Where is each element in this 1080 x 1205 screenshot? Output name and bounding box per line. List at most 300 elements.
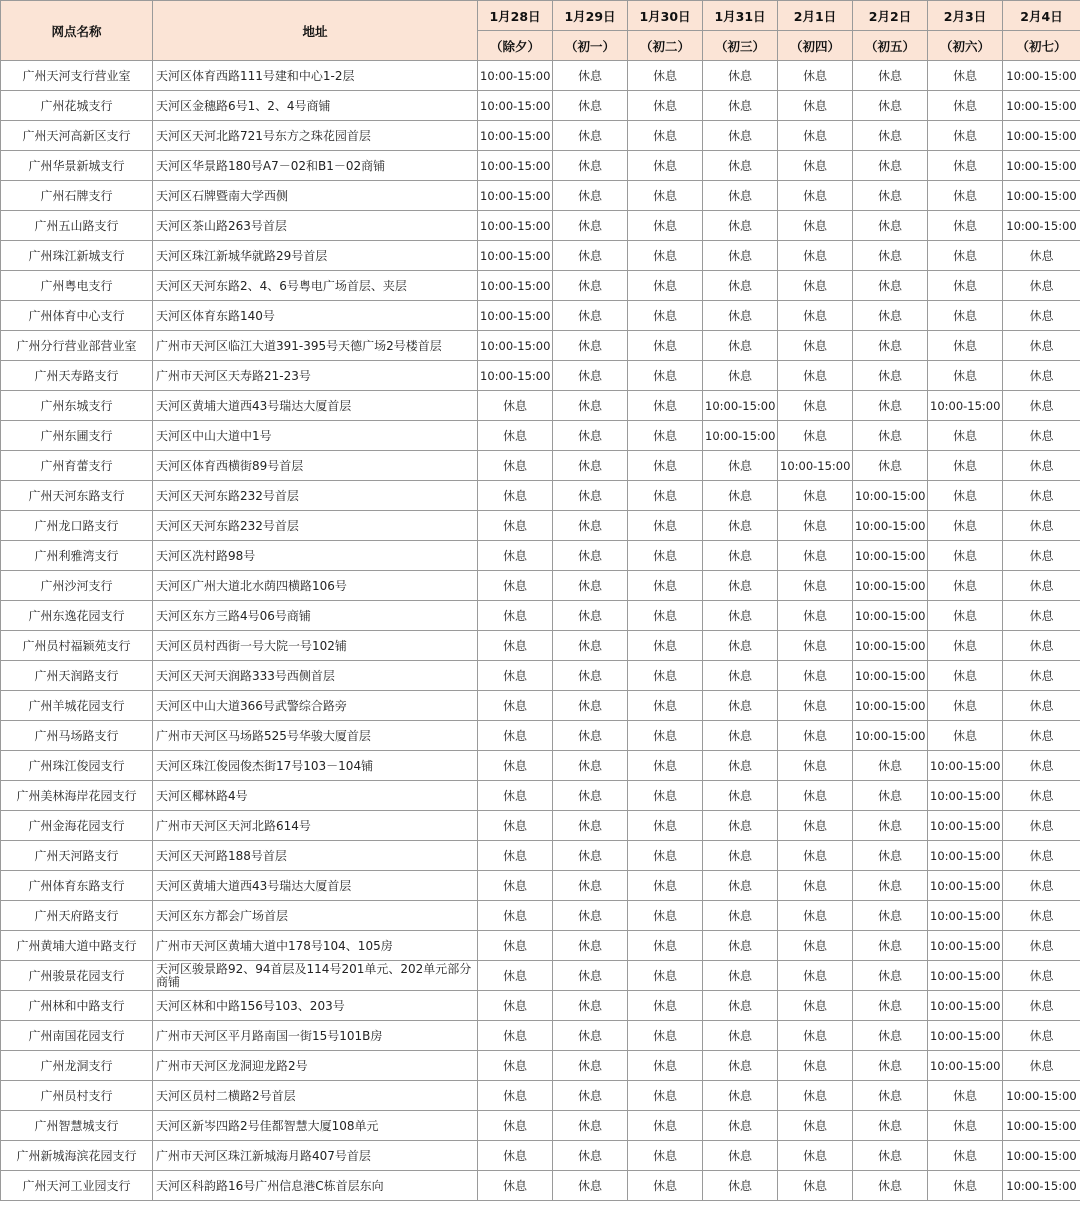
schedule-cell: 休息 [553,721,628,751]
header-date: 2月3日 [928,1,1003,31]
schedule-cell: 休息 [1003,991,1080,1021]
address-cell: 天河区冼村路98号 [153,541,478,571]
schedule-cell: 10:00-15:00 [1003,1111,1080,1141]
branch-name-cell: 广州天河支行营业室 [1,61,153,91]
schedule-cell: 休息 [1003,1021,1080,1051]
schedule-cell: 休息 [853,91,928,121]
schedule-cell: 休息 [553,901,628,931]
schedule-cell: 休息 [553,1081,628,1111]
address-cell: 天河区石牌暨南大学西侧 [153,181,478,211]
schedule-cell: 休息 [703,841,778,871]
schedule-cell: 休息 [628,571,703,601]
address-cell: 天河区体育西路111号建和中心1-2层 [153,61,478,91]
schedule-cell: 休息 [853,241,928,271]
address-cell: 天河区体育东路140号 [153,301,478,331]
schedule-cell: 10:00-15:00 [853,631,928,661]
schedule-cell: 休息 [853,901,928,931]
schedule-cell: 休息 [703,1171,778,1201]
schedule-cell: 休息 [478,451,553,481]
schedule-cell: 休息 [478,571,553,601]
schedule-cell: 10:00-15:00 [928,391,1003,421]
schedule-cell: 休息 [1003,811,1080,841]
schedule-cell: 10:00-15:00 [478,361,553,391]
schedule-cell: 休息 [778,691,853,721]
schedule-cell: 休息 [703,451,778,481]
branch-name-cell: 广州羊城花园支行 [1,691,153,721]
schedule-cell: 休息 [478,841,553,871]
address-cell: 天河区天河东路232号首层 [153,481,478,511]
schedule-cell: 休息 [1003,361,1080,391]
schedule-cell: 休息 [928,421,1003,451]
schedule-cell: 休息 [928,661,1003,691]
schedule-cell: 休息 [703,61,778,91]
schedule-cell: 休息 [778,121,853,151]
schedule-cell: 休息 [1003,961,1080,991]
schedule-cell: 休息 [628,421,703,451]
schedule-cell: 休息 [628,241,703,271]
schedule-cell: 10:00-15:00 [1003,121,1080,151]
schedule-cell: 休息 [928,1171,1003,1201]
schedule-cell: 休息 [553,841,628,871]
address-cell: 天河区林和中路156号103、203号 [153,991,478,1021]
address-cell: 天河区华景路180号A7－02和B1－02商铺 [153,151,478,181]
schedule-cell: 休息 [703,481,778,511]
schedule-cell: 休息 [703,241,778,271]
schedule-cell: 休息 [1003,481,1080,511]
schedule-cell: 休息 [628,451,703,481]
schedule-cell: 休息 [1003,301,1080,331]
header-date: 2月1日 [778,1,853,31]
branch-name-cell: 广州东圃支行 [1,421,153,451]
schedule-cell: 休息 [628,541,703,571]
schedule-cell: 休息 [553,1171,628,1201]
table-row [1,451,1080,481]
branch-name-cell: 广州骏景花园支行 [1,961,153,991]
schedule-cell: 休息 [778,1051,853,1081]
branch-name-cell: 广州花城支行 [1,91,153,121]
schedule-cell: 休息 [628,661,703,691]
address-cell: 天河区天河天润路333号西侧首层 [153,661,478,691]
schedule-cell: 休息 [853,781,928,811]
schedule-cell: 休息 [703,901,778,931]
schedule-cell: 休息 [703,1051,778,1081]
schedule-cell: 休息 [628,1021,703,1051]
schedule-cell: 休息 [553,571,628,601]
schedule-cell: 休息 [703,301,778,331]
schedule-cell: 休息 [628,991,703,1021]
header-date: 2月4日 [1003,1,1080,31]
table-row [1,781,1080,811]
schedule-cell: 休息 [853,151,928,181]
schedule-cell: 休息 [628,1111,703,1141]
schedule-cell: 10:00-15:00 [853,571,928,601]
schedule-cell: 休息 [628,181,703,211]
schedule-cell: 休息 [1003,571,1080,601]
table-row [1,571,1080,601]
branch-name-cell: 广州员村福颖苑支行 [1,631,153,661]
schedule-cell: 休息 [853,421,928,451]
branch-name-cell: 广州马场路支行 [1,721,153,751]
schedule-cell: 休息 [478,1141,553,1171]
schedule-cell: 休息 [778,301,853,331]
schedule-cell: 休息 [778,541,853,571]
branch-name-cell: 广州五山路支行 [1,211,153,241]
branch-name-cell: 广州智慧城支行 [1,1111,153,1141]
schedule-cell: 休息 [853,61,928,91]
schedule-cell: 休息 [853,1171,928,1201]
schedule-cell: 休息 [853,211,928,241]
schedule-cell: 休息 [1003,541,1080,571]
table-row [1,811,1080,841]
schedule-cell: 休息 [853,961,928,991]
schedule-cell: 10:00-15:00 [853,481,928,511]
schedule-cell: 10:00-15:00 [853,691,928,721]
table-row [1,301,1080,331]
schedule-cell: 休息 [1003,391,1080,421]
schedule-cell: 休息 [703,181,778,211]
schedule-cell: 休息 [703,1021,778,1051]
header-lunar-day: （除夕） [478,31,553,61]
address-cell: 广州市天河区天寿路21-23号 [153,361,478,391]
table-row [1,1021,1080,1051]
table-row [1,721,1080,751]
schedule-cell: 休息 [703,751,778,781]
schedule-cell: 休息 [778,661,853,691]
table-row [1,661,1080,691]
schedule-cell: 休息 [928,721,1003,751]
branch-name-cell: 广州珠江新城支行 [1,241,153,271]
schedule-cell: 休息 [778,781,853,811]
table-row [1,1171,1080,1201]
branch-name-cell: 广州体育中心支行 [1,301,153,331]
schedule-cell: 休息 [928,451,1003,481]
address-cell: 广州市天河区龙洞迎龙路2号 [153,1051,478,1081]
branch-name-cell: 广州美林海岸花园支行 [1,781,153,811]
schedule-cell: 休息 [478,751,553,781]
schedule-cell: 休息 [778,511,853,541]
schedule-cell: 休息 [853,1021,928,1051]
schedule-cell: 休息 [853,181,928,211]
schedule-cell: 休息 [928,361,1003,391]
schedule-cell: 休息 [1003,511,1080,541]
schedule-cell: 休息 [928,1081,1003,1111]
schedule-cell: 10:00-15:00 [478,121,553,151]
branch-name-cell: 广州育蕾支行 [1,451,153,481]
branch-name-cell: 广州天河路支行 [1,841,153,871]
schedule-cell: 10:00-15:00 [1003,1081,1080,1111]
schedule-cell: 休息 [703,361,778,391]
schedule-cell: 10:00-15:00 [928,961,1003,991]
address-cell: 天河区天河东路2、4、6号粤电广场首层、夹层 [153,271,478,301]
address-cell: 广州市天河区黄埔大道中178号104、105房 [153,931,478,961]
header-lunar-day: （初六） [928,31,1003,61]
schedule-cell: 休息 [553,991,628,1021]
schedule-cell: 休息 [1003,241,1080,271]
schedule-cell: 休息 [778,961,853,991]
schedule-cell: 休息 [778,151,853,181]
schedule-cell: 休息 [853,841,928,871]
schedule-cell: 休息 [928,541,1003,571]
schedule-cell: 休息 [553,811,628,841]
schedule-cell: 休息 [478,541,553,571]
schedule-cell: 休息 [553,691,628,721]
schedule-cell: 休息 [553,361,628,391]
schedule-cell: 休息 [628,961,703,991]
schedule-cell: 休息 [1003,331,1080,361]
header-lunar-day: （初一） [553,31,628,61]
schedule-cell: 10:00-15:00 [928,811,1003,841]
schedule-cell: 休息 [928,301,1003,331]
schedule-cell: 休息 [703,541,778,571]
branch-name-cell: 广州天河工业园支行 [1,1171,153,1201]
schedule-cell: 休息 [928,631,1003,661]
schedule-cell: 10:00-15:00 [928,901,1003,931]
schedule-cell: 休息 [553,961,628,991]
branch-name-cell: 广州体育东路支行 [1,871,153,901]
table-row [1,871,1080,901]
address-cell: 天河区中山大道中1号 [153,421,478,451]
schedule-cell: 10:00-15:00 [1003,211,1080,241]
schedule-cell: 休息 [928,481,1003,511]
schedule-cell: 休息 [1003,841,1080,871]
header-branch-name: 网点名称 [1,1,153,61]
schedule-cell: 休息 [853,1051,928,1081]
schedule-cell: 休息 [1003,901,1080,931]
schedule-cell: 休息 [628,871,703,901]
schedule-cell: 休息 [853,121,928,151]
schedule-cell: 休息 [928,331,1003,361]
table-row [1,841,1080,871]
schedule-cell: 休息 [628,301,703,331]
branch-name-cell: 广州天河高新区支行 [1,121,153,151]
address-cell: 天河区员村西街一号大院一号102铺 [153,631,478,661]
schedule-cell: 10:00-15:00 [478,301,553,331]
schedule-cell: 休息 [703,331,778,361]
schedule-cell: 10:00-15:00 [928,991,1003,1021]
address-cell: 天河区椰林路4号 [153,781,478,811]
schedule-cell: 休息 [778,931,853,961]
schedule-cell: 休息 [628,721,703,751]
schedule-cell: 休息 [628,781,703,811]
address-cell: 天河区珠江俊园俊杰街17号103－104铺 [153,751,478,781]
schedule-cell: 10:00-15:00 [1003,1141,1080,1171]
schedule-cell: 休息 [853,811,928,841]
schedule-cell: 休息 [853,451,928,481]
schedule-cell: 休息 [853,1111,928,1141]
branch-name-cell: 广州黄埔大道中路支行 [1,931,153,961]
schedule-cell: 休息 [853,361,928,391]
schedule-cell: 休息 [703,781,778,811]
schedule-cell: 休息 [778,1081,853,1111]
schedule-cell: 休息 [928,1141,1003,1171]
schedule-cell: 休息 [628,841,703,871]
schedule-cell: 休息 [628,691,703,721]
schedule-cell: 休息 [778,571,853,601]
schedule-cell: 休息 [553,1111,628,1141]
schedule-cell: 10:00-15:00 [853,601,928,631]
schedule-cell: 休息 [1003,691,1080,721]
address-cell: 广州市天河区平月路南国一街15号101B房 [153,1021,478,1051]
schedule-cell: 休息 [478,1021,553,1051]
schedule-cell: 休息 [703,871,778,901]
header-date: 1月31日 [703,1,778,31]
branch-name-cell: 广州天河东路支行 [1,481,153,511]
address-cell: 天河区金穗路6号1、2、4号商铺 [153,91,478,121]
schedule-cell: 休息 [853,1141,928,1171]
header-date-row [1,1,1080,31]
schedule-cell: 10:00-15:00 [853,511,928,541]
schedule-cell: 休息 [928,1111,1003,1141]
schedule-cell: 休息 [628,61,703,91]
schedule-cell: 休息 [1003,781,1080,811]
schedule-cell: 休息 [553,1141,628,1171]
address-cell: 天河区科韵路16号广州信息港C栋首层东向 [153,1171,478,1201]
schedule-cell: 10:00-15:00 [853,721,928,751]
schedule-cell: 10:00-15:00 [928,781,1003,811]
schedule-cell: 休息 [478,391,553,421]
schedule-cell: 休息 [928,241,1003,271]
address-cell: 广州市天河区临江大道391-395号天德广场2号楼首层 [153,331,478,361]
schedule-cell: 休息 [778,1111,853,1141]
schedule-cell: 休息 [1003,601,1080,631]
schedule-cell: 休息 [628,811,703,841]
schedule-cell: 休息 [1003,631,1080,661]
schedule-cell: 休息 [553,661,628,691]
schedule-cell: 休息 [928,61,1003,91]
schedule-cell: 10:00-15:00 [1003,1171,1080,1201]
schedule-cell: 休息 [628,481,703,511]
schedule-cell: 休息 [778,841,853,871]
schedule-cell: 休息 [553,181,628,211]
address-cell: 天河区珠江新城华就路29号首层 [153,241,478,271]
schedule-cell: 休息 [703,271,778,301]
branch-name-cell: 广州东城支行 [1,391,153,421]
address-cell: 天河区天河北路721号东方之珠花园首层 [153,121,478,151]
branch-name-cell: 广州粤电支行 [1,271,153,301]
branch-name-cell: 广州利雅湾支行 [1,541,153,571]
schedule-cell: 休息 [553,301,628,331]
branch-name-cell: 广州天寿路支行 [1,361,153,391]
schedule-cell: 休息 [928,271,1003,301]
schedule-cell: 休息 [478,991,553,1021]
schedule-cell: 休息 [853,331,928,361]
address-cell: 广州市天河区天河北路614号 [153,811,478,841]
table-row [1,1081,1080,1111]
schedule-cell: 休息 [553,931,628,961]
schedule-cell: 休息 [928,181,1003,211]
schedule-cell: 休息 [853,991,928,1021]
address-cell: 广州市天河区马场路525号华骏大厦首层 [153,721,478,751]
header-date: 1月30日 [628,1,703,31]
table-row [1,931,1080,961]
schedule-cell: 休息 [1003,1051,1080,1081]
table-row [1,601,1080,631]
schedule-cell: 休息 [778,181,853,211]
schedule-cell: 休息 [778,421,853,451]
schedule-cell: 休息 [778,991,853,1021]
schedule-cell: 休息 [778,721,853,751]
schedule-cell: 休息 [553,271,628,301]
schedule-cell: 休息 [778,61,853,91]
schedule-cell: 10:00-15:00 [853,541,928,571]
header-lunar-day: （初五） [853,31,928,61]
schedule-cell: 休息 [1003,451,1080,481]
schedule-cell: 休息 [1003,661,1080,691]
address-cell: 天河区体育西横街89号首层 [153,451,478,481]
schedule-cell: 10:00-15:00 [478,211,553,241]
schedule-cell: 休息 [478,691,553,721]
schedule-cell: 10:00-15:00 [928,871,1003,901]
schedule-cell: 10:00-15:00 [1003,151,1080,181]
schedule-cell: 休息 [628,91,703,121]
table-row [1,331,1080,361]
schedule-cell: 休息 [703,1141,778,1171]
schedule-cell: 休息 [1003,931,1080,961]
table-row [1,1141,1080,1171]
schedule-cell: 休息 [478,511,553,541]
schedule-cell: 休息 [553,91,628,121]
schedule-cell: 10:00-15:00 [853,661,928,691]
table-row [1,751,1080,781]
schedule-cell: 休息 [628,931,703,961]
branch-name-cell: 广州东逸花园支行 [1,601,153,631]
schedule-cell: 休息 [553,61,628,91]
schedule-cell: 休息 [778,811,853,841]
schedule-cell: 休息 [628,901,703,931]
branch-name-cell: 广州龙口路支行 [1,511,153,541]
schedule-cell: 休息 [553,241,628,271]
table-row [1,631,1080,661]
schedule-cell: 休息 [703,1111,778,1141]
schedule-cell: 休息 [778,631,853,661]
header-date: 1月28日 [478,1,553,31]
schedule-cell: 休息 [928,601,1003,631]
table-header [1,1,1080,61]
schedule-cell: 休息 [703,1081,778,1111]
schedule-cell: 休息 [778,241,853,271]
branch-name-cell: 广州天府路支行 [1,901,153,931]
schedule-cell: 10:00-15:00 [478,151,553,181]
schedule-cell: 休息 [478,901,553,931]
branch-name-cell: 广州珠江俊园支行 [1,751,153,781]
schedule-cell: 休息 [703,631,778,661]
schedule-cell: 休息 [928,691,1003,721]
schedule-cell: 休息 [703,121,778,151]
schedule-cell: 休息 [778,871,853,901]
schedule-cell: 休息 [478,1111,553,1141]
schedule-cell: 休息 [478,931,553,961]
schedule-cell: 休息 [478,871,553,901]
schedule-cell: 休息 [478,781,553,811]
schedule-cell: 休息 [778,1141,853,1171]
table-row [1,901,1080,931]
schedule-cell: 休息 [928,121,1003,151]
schedule-cell: 休息 [778,1171,853,1201]
schedule-cell: 10:00-15:00 [478,91,553,121]
schedule-cell: 休息 [778,331,853,361]
schedule-cell: 休息 [628,151,703,181]
table-row [1,241,1080,271]
schedule-cell: 休息 [553,871,628,901]
schedule-cell: 休息 [478,961,553,991]
schedule-cell: 休息 [703,511,778,541]
branch-name-cell: 广州天润路支行 [1,661,153,691]
schedule-cell: 休息 [553,151,628,181]
schedule-cell: 休息 [853,1081,928,1111]
schedule-cell: 休息 [478,811,553,841]
address-cell: 天河区黄埔大道西43号瑞达大厦首层 [153,391,478,421]
branch-name-cell: 广州新城海滨花园支行 [1,1141,153,1171]
